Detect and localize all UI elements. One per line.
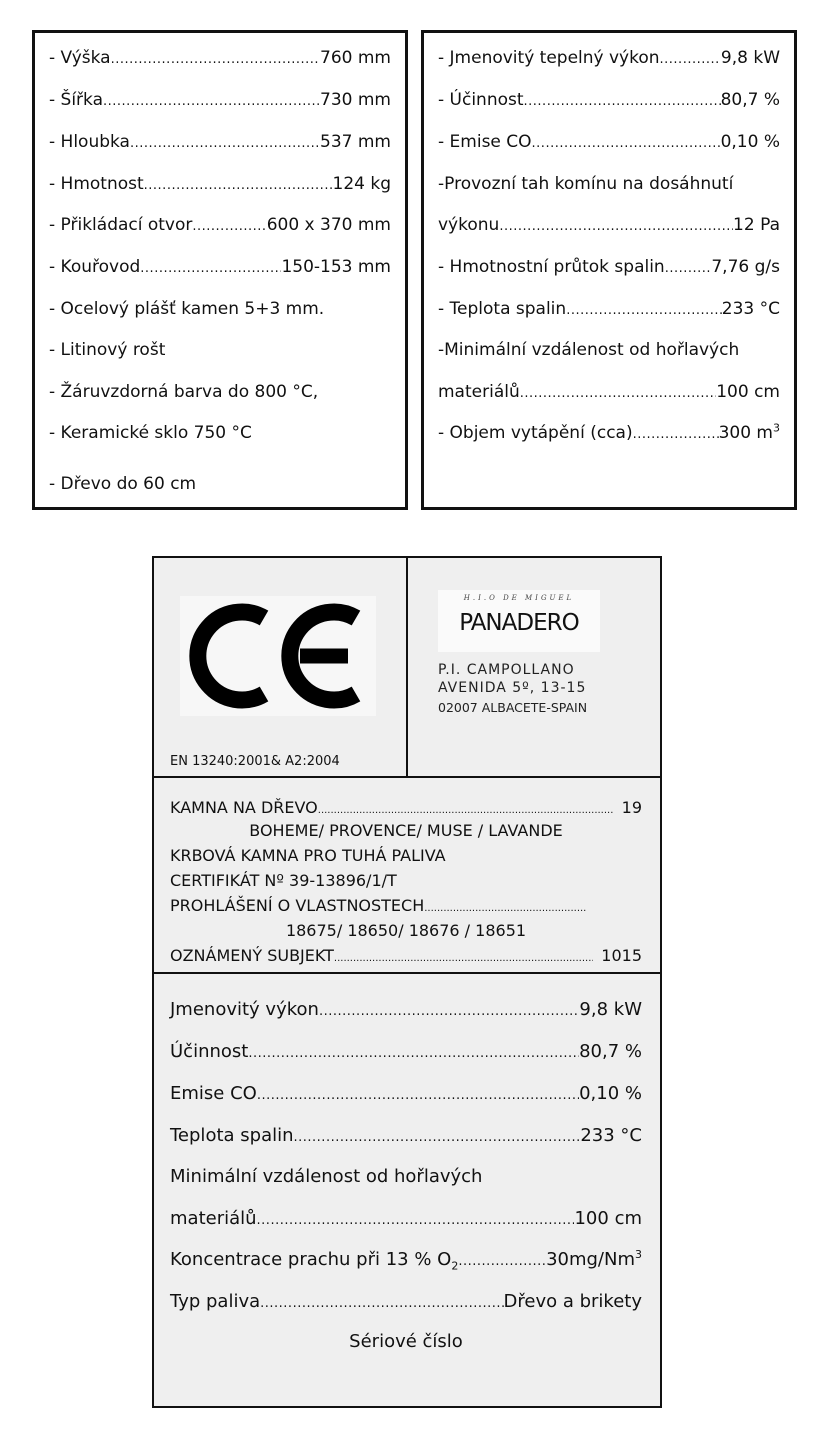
ce-cell [154, 558, 408, 778]
spec-row: - Hloubka ..... 537 mm [49, 131, 391, 155]
dot-leader [111, 47, 320, 71]
dot-leader [566, 298, 722, 322]
spec-row: výkonu ..... 12 Pa [438, 214, 780, 238]
dot-leader [424, 896, 586, 919]
spec-line: - Dřevo do 60 cm [49, 474, 197, 494]
spec-row: - Účinnost ..... 80,7 % [438, 89, 780, 113]
spec-row: - Hmotnostní průtok spalin ..... 7,76 g/s [438, 256, 780, 280]
declaration-numbers: 18675/ 18650/ 18676 / 18651 [285, 921, 527, 940]
address-line: 02007 ALBACETE-SPAIN [438, 700, 588, 715]
dot-leader [458, 1248, 546, 1274]
dot-leader [318, 798, 614, 821]
certificate-line: CERTIFIKÁT Nº 39-13896/1/T [170, 871, 397, 890]
rating-row: Emise CO ..... 0,10 % [170, 1082, 642, 1108]
dot-leader [520, 381, 717, 405]
declaration-row: PROHLÁŠENÍ O VLASTNOSTECH ..... [170, 896, 586, 919]
dot-leader [319, 998, 579, 1024]
spec-row: - Objem vytápění (cca) ..... 300 $m^3$ [438, 422, 780, 446]
models-line: BOHEME/ PROVENCE/ MUSE / LAVANDE [249, 821, 563, 840]
dot-leader [334, 946, 593, 969]
spec-row: - Výška ..... 760 mm [49, 47, 391, 71]
rating-row: Koncentrace prachu při 13 % $O_2$ ..... 30mg/Nm$^3$ [170, 1248, 642, 1274]
rating-line: Minimální vzdálenost od hořlavých [170, 1166, 483, 1187]
spec-row: - Jmenovitý tepelný výkon ..... 9,8 kW [438, 47, 780, 71]
spec-line: -Minimální vzdálenost od hořlavých [438, 340, 740, 360]
spec-line: - Litinový rošt [49, 340, 166, 360]
spec-line: - Keramické sklo 750 °C [49, 423, 252, 443]
rating-row: materiálů ..... 100 cm [170, 1207, 642, 1233]
manufacturer-cell [408, 558, 660, 778]
rating-plate [152, 556, 662, 1408]
spec-row: materiálů ..... 100 cm [438, 381, 780, 405]
rating-row: Účinnost ..... 80,7 % [170, 1040, 642, 1066]
spec-row: - Emise CO ..... 0,10 % [438, 131, 780, 155]
address-line: AVENIDA 5º, 13-15 [438, 680, 587, 696]
dot-leader [144, 173, 333, 197]
type-line: KRBOVÁ KAMNA PRO TUHÁ PALIVA [170, 846, 446, 865]
spec-line: - Ocelový plášť kamen 5+3 mm. [49, 299, 325, 319]
dot-leader [248, 1040, 579, 1066]
dot-leader [257, 1082, 579, 1108]
spec-row: - Hmotnost ..... 124 kg [49, 173, 391, 197]
dot-leader [524, 89, 721, 113]
spec-row: - Přikládací otvor ..... 600 x 370 mm [49, 214, 391, 238]
dot-leader [192, 214, 266, 238]
notified-body-row: OZNÁMENÝ SUBJEKT ..... 1015 [170, 946, 642, 969]
spec-row: - Kouřovod ..... 150-153 mm [49, 256, 391, 280]
dot-leader [260, 1290, 503, 1316]
rating-row: Teplota spalin ..... 233 °C [170, 1124, 642, 1150]
dot-leader [140, 256, 281, 280]
spec-row: - Teplota spalin ..... 233 °C [438, 298, 780, 322]
dot-leader [130, 131, 320, 155]
ce-mark-icon [180, 596, 376, 716]
performance-spec-box [421, 30, 797, 510]
spec-line: - Žáruvzdorná barva do 800 °C, [49, 382, 319, 402]
dimensions-spec-box [32, 30, 408, 510]
dot-leader [532, 131, 721, 155]
product-info-section [154, 776, 660, 974]
dot-leader [499, 214, 733, 238]
dot-leader [633, 422, 719, 446]
dot-leader [294, 1124, 581, 1150]
panadero-logo: H.I.O DE MIGUEL PANADERO [438, 590, 600, 652]
dot-leader [665, 256, 712, 280]
serial-number-label: Sériové číslo [349, 1331, 463, 1352]
product-row: KAMNA NA DŘEVO ..... 19 [170, 798, 642, 821]
dot-leader [103, 89, 320, 113]
spec-row: - Šířka ..... 730 mm [49, 89, 391, 113]
dot-leader [257, 1207, 575, 1233]
rating-row: Jmenovitý výkon ..... 9,8 kW [170, 998, 642, 1024]
address-line: P.I. CAMPOLLANO [438, 662, 575, 678]
ce-mark-logo [180, 596, 376, 716]
spec-line: -Provozní tah komínu na dosáhnutí [438, 174, 734, 194]
standard-text: EN 13240:2001& A2:2004 [170, 754, 340, 769]
rating-row: Typ paliva ..... Dřevo a brikety [170, 1290, 642, 1316]
dot-leader [660, 47, 721, 71]
